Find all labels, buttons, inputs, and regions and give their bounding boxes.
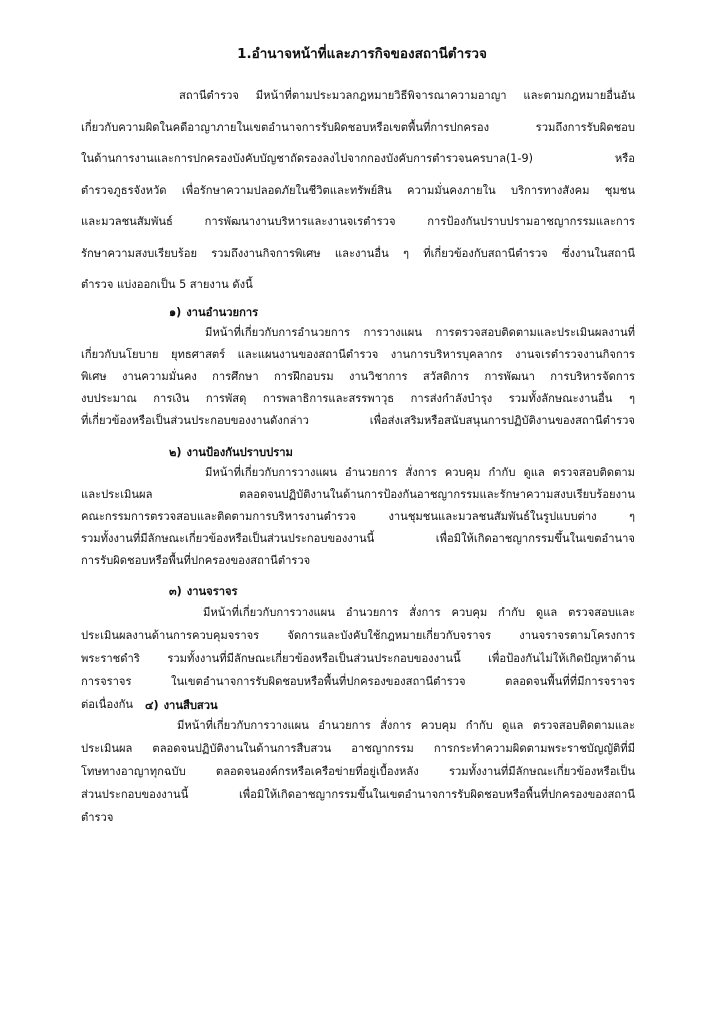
intro-line: ตำรวจ แบ่งออกเป็น 5 สายงาน ดังนี้ (81, 278, 253, 291)
section-heading (145, 697, 218, 715)
section-line: การจราจร ในเขตอำนาจการรับผิดชอบหรือพื้นที่ปกครองของสถานีตำรวจ ตลอดจนพื้นที่ที่มีการจราจร (81, 675, 635, 688)
section-heading (169, 444, 293, 462)
intro-line: และมวลชนสัมพันธ์ การพัฒนางานบริหารและงานจเรตำรวจ การป้องกันปราบปรามอาชญากรรมและการ (81, 215, 635, 228)
section-line: มีหน้าที่เกี่ยวกับการวางแผน อำนวยการ สั่งการ ควบคุม กำกับ ดูแล ตรวจสอบติดตาม (205, 466, 635, 479)
section-line: มีหน้าที่เกี่ยวกับการวางแผน อำนวยการ สั่งการ ควบคุม กำกับ ดูแล ตรวจสอบติดตามและ (177, 719, 635, 732)
section-number: ๔) (145, 699, 159, 712)
section-line: โทษทางอาญาทุกฉบับ ตลอดจนองค์กรหรือเครือข่ายที่อยู่เบื้องหลัง รวมทั้งงานที่มีลักษณะเกี่ยวข้องหรือเป็น (81, 765, 635, 778)
section-line: คณะกรรมการตรวจสอบและติดตามการบริหารงานตำรวจ งานชุมชนและมวลชนสัมพันธ์ในรูปแบบต่าง ๆ (81, 510, 635, 523)
intro-line: เกี่ยวกับความผิดในคดีอาญาภายในเขตอำนาจการรับผิดชอบหรือเขตพื้นที่การปกครอง รวมถึงการรับผิดชอบ (81, 121, 635, 134)
section-title: งานสืบสวน (163, 699, 218, 712)
section-line: ตำรวจ (81, 811, 114, 824)
intro-line: ในด้านการงานและการปกครองบังคับบัญชาถัดรองลงไปจากกองบังคับการตำรวจนครบาล(1-9) หรือ (81, 152, 635, 165)
section-line: งบประมาณ การเงิน การพัสดุ การพลาธิการและสรรพาวุธ การส่งกำลังบำรุง รวมทั้งลักษณะงานอื่น ๆ (81, 392, 635, 405)
document-title: 1.อำนาจหน้าที่และภารกิจของสถานีตำรวจ (237, 46, 487, 62)
intro-line: รักษาความสงบเรียบร้อย รวมถึงงานกิจการพิเศษ และงานอื่น ๆ ที่เกี่ยวข้องกับสถานีตำรวจ ซึ่งงานในสถานี (81, 247, 635, 260)
section-number: ๓) (169, 585, 182, 598)
section-line: การรับผิดชอบหรือพื้นที่ปกครองของสถานีตำรวจ (81, 554, 311, 567)
section-heading (169, 304, 258, 322)
section-line: ต่อเนื่องกัน (81, 698, 134, 711)
section-line: ส่วนประกอบของงานนี้ เพื่อมิให้เกิดอาชญากรรมขึ้นในเขตอำนาจการรับผิดชอบหรือพื้นที่ปกครองของสถานี (81, 788, 635, 801)
section-title: งานป้องกันปราบปราม (186, 446, 293, 459)
section-heading (169, 583, 238, 601)
intro-line: ตำรวจภูธรจังหวัด เพื่อรักษาความปลอดภัยในชีวิตและทรัพย์สิน ความมั่นคงภายใน บริการทางสังคม ชุมชน (81, 184, 635, 197)
section-line: และประเมินผล ตลอดจนปฏิบัติงานในด้านการป้องกันอาชญากรรมและรักษาความสงบเรียบร้อยงาน (81, 488, 635, 501)
section-line: รวมทั้งงานที่มีลักษณะเกี่ยวข้องหรือเป็นส่วนประกอบของงานนี้ เพื่อมิให้เกิดอาชญากรรมขึ้นในเขตอำนาจ (81, 532, 635, 545)
intro-line: สถานีตำรวจ มีหน้าที่ตามประมวลกฎหมายวิธีพิจารณาความอาญา และตามกฎหมายอื่นอัน (179, 89, 635, 102)
section-line: ที่เกี่ยวข้องหรือเป็นส่วนประกอบของงานดังกล่าว เพื่อส่งเสริมหรือสนับสนุนการปฏิบัติงานของสถานีตำรวจ (81, 414, 635, 427)
section-line: เกี่ยวกับนโยบาย ยุทธศาสตร์ และแผนงานของสถานีตำรวจ งานการบริหารบุคลากร งานจเรตำรวจงานกิจการ (81, 348, 635, 361)
section-title: งานอำนวยการ (186, 306, 259, 319)
section-line: ประเมินผล ตลอดจนปฏิบัติงานในด้านการสืบสวน อาชญากรรม การกระทำความผิดตามพระราชบัญญัติที่มี (81, 742, 635, 755)
section-number: ๒) (169, 446, 182, 459)
section-line: พิเศษ งานความมั่นคง การศึกษา การฝึกอบรม งานวิชาการ สวัสดิการ การพัฒนา การบริหารจัดการ (81, 370, 635, 383)
section-number: ๑) (169, 306, 182, 319)
section-line: พระราชดำริ รวมทั้งงานที่มีลักษณะเกี่ยวข้องหรือเป็นส่วนประกอบของงานนี้ เพื่อป้องกันไม่ให้เกิดปัญหาด้าน (81, 652, 635, 665)
section-line: ประเมินผลงานด้านการควบคุมจราจร จัดการและบังคับใช้กฎหมายเกี่ยวกับจราจร งานจราจรตามโครงการ (81, 629, 635, 642)
section-line: มีหน้าที่เกี่ยวกับการวางแผน อำนวยการ สั่งการ ควบคุม กำกับ ดูแล ตรวจสอบและ (203, 606, 635, 619)
section-line: มีหน้าที่เกี่ยวกับการอำนวยการ การวางแผน การตรวจสอบติดตามและประเมินผลงานที่ (205, 326, 635, 339)
section-title: งานจราจร (186, 585, 238, 598)
